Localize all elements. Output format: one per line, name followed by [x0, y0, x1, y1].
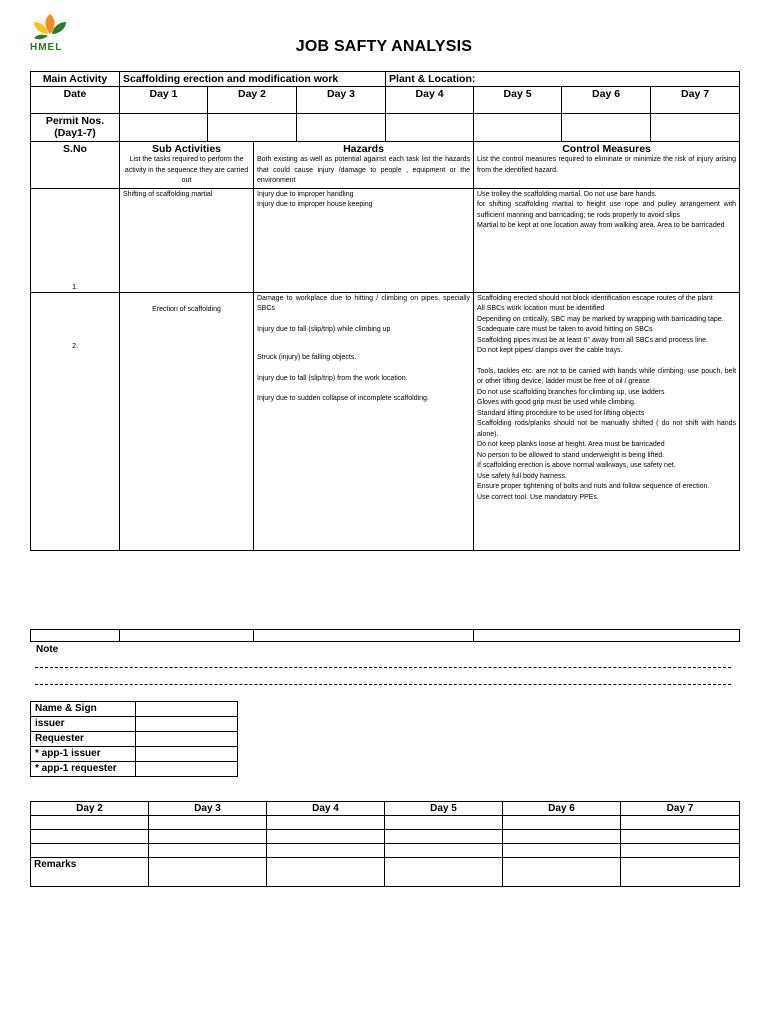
bottom-day-header: Day 7	[621, 802, 740, 816]
control-item: Use correct tool. Use mandatory PPEs.	[477, 493, 599, 501]
control-item: Use trolley the scaffolding martial. Do not use bare hands.	[477, 190, 657, 198]
control-item: Scaffolding pipes must be at least 6'' away from all SBCs and process line.	[477, 336, 708, 344]
plant-location-label: Plant & Location:	[386, 72, 740, 87]
day-cell[interactable]	[621, 830, 740, 844]
bottom-day-header: Day 6	[503, 802, 621, 816]
remarks-cell[interactable]	[621, 858, 740, 887]
sign-label: Name & Sign	[31, 702, 136, 717]
remarks-cell[interactable]	[149, 858, 267, 887]
control-item: Gloves with good grip must be used while climbing.	[477, 399, 636, 406]
signature-table	[30, 701, 238, 777]
sign-field[interactable]	[136, 717, 238, 732]
permit-cell	[208, 114, 297, 142]
empty-cell	[254, 630, 474, 642]
hazard-item: Injury due to improper handling	[257, 190, 354, 198]
hazards-header	[254, 142, 474, 189]
day-cell[interactable]	[621, 844, 740, 858]
bottom-day-header: Day 5	[385, 802, 503, 816]
day-cell[interactable]	[31, 844, 149, 858]
control-header	[474, 142, 740, 189]
control-item: Depending on critically, SBC may be marked by wrapping with barricading tape.	[477, 315, 724, 323]
note-line	[35, 684, 731, 685]
day-cell[interactable]	[503, 830, 621, 844]
permit-cell	[562, 114, 651, 142]
hazard-item: Injury due to sudden collapse of incomplete scaffolding.	[257, 395, 429, 402]
control-title: Control Measures	[562, 143, 651, 155]
note-line	[35, 667, 731, 668]
row-1-hazards	[254, 188, 474, 292]
day-cell[interactable]	[31, 816, 149, 830]
day-cell[interactable]	[149, 830, 267, 844]
control-item: Do not kept pipes/ clamps over the cable trays.	[477, 347, 623, 354]
control-item: Scaffolding erected should not block identification escape routes of the plant	[477, 294, 713, 302]
control-item: Scadequate care must be taken to avoid hitting on SBCs	[477, 326, 653, 333]
control-item: All SBCs work location must be identified	[477, 305, 605, 312]
main-activity-label: Main Activity	[31, 72, 120, 87]
permit-cell	[474, 114, 562, 142]
control-desc: List the control measures required to eliminate or minimize the risk of injury arising from the identified hazard.	[477, 156, 737, 174]
sub-activities-desc: List the tasks required to perform the activity in the sequence they are carried out	[124, 156, 249, 184]
control-item: Do not keep planks loose at height. Area must be barricaded	[477, 441, 665, 448]
day-cell[interactable]	[385, 816, 503, 830]
day-cell[interactable]	[149, 844, 267, 858]
remarks-cell[interactable]	[385, 858, 503, 887]
permit-cell	[120, 114, 208, 142]
day-cell[interactable]	[621, 816, 740, 830]
day-cell[interactable]	[267, 844, 385, 858]
bottom-day-header: Day 3	[149, 802, 267, 816]
row-2-sno: 2.	[31, 292, 120, 550]
sign-field[interactable]	[136, 702, 238, 717]
control-item: Ensure proper tightening of bolts and nuts and follow sequence of erection.	[477, 483, 710, 490]
sign-label: issuer	[31, 717, 136, 732]
day-3-header: Day 3	[297, 87, 386, 114]
sub-activities-header	[120, 142, 254, 189]
hazard-item: Struck (injury) be falling objects.	[257, 354, 357, 361]
day-2-header: Day 2	[208, 87, 297, 114]
row-1-controls	[474, 188, 740, 292]
page-title: JOB SAFTY ANALYSIS	[295, 38, 473, 55]
day-5-header: Day 5	[474, 87, 562, 114]
permit-cell	[651, 114, 740, 142]
remarks-cell[interactable]	[503, 858, 621, 887]
remarks-label: Remarks	[31, 858, 149, 887]
permit-cell	[386, 114, 474, 142]
day-6-header: Day 6	[562, 87, 651, 114]
day-4-header: Day 4	[386, 87, 474, 114]
sub-activities-title: Sub Activities	[151, 143, 222, 155]
hazards-desc: Both existing as well as potential against each task list the hazards that could cause injury /damage to people , equipment or the environment	[257, 156, 471, 184]
empty-cell	[31, 630, 120, 642]
sno-header: S.No	[31, 142, 120, 189]
hazard-item: Damage to workplace due to hitting / climbing on pipes, specially SBCs	[257, 294, 471, 312]
row-1-sub-activity: Shifting of scaffolding martial	[120, 188, 254, 292]
control-item: Standard lifting procedure to be used for lifting objects	[477, 409, 645, 417]
hazards-title: Hazards	[343, 143, 384, 155]
control-item: for shifting scaffolding martial to height use rope and pulley arrangement with sufficient manning and barricading; tie rods properly to avoid slips	[477, 201, 737, 219]
day-1-header: Day 1	[120, 87, 208, 114]
empty-cell	[120, 630, 254, 642]
logo-text: HMEL	[30, 42, 63, 53]
control-item: No person to be allowed to stand underweight is being lifted.	[477, 451, 665, 459]
bottom-day-header: Day 2	[31, 802, 149, 816]
control-item: Scaffolding rods/planks should not be manually shifted ( do not shift with hands alone).	[477, 420, 737, 438]
day-cell[interactable]	[267, 816, 385, 830]
remarks-cell[interactable]	[267, 858, 385, 887]
date-label: Date	[31, 87, 120, 114]
row-2-hazards	[254, 292, 474, 550]
day-cell[interactable]	[385, 844, 503, 858]
day-cell[interactable]	[149, 816, 267, 830]
day-cell[interactable]	[503, 816, 621, 830]
empty-row-table	[30, 629, 740, 642]
day-cell[interactable]	[31, 830, 149, 844]
control-item: Tools, tackles etc. are not to be carried with hands while climbing. use pouch, belt or other lifting device, ladder must be free of oil / grease	[477, 367, 737, 385]
control-item: Do not use scaffolding branches for climbing up, use ladders	[477, 388, 665, 396]
empty-cell	[474, 630, 740, 642]
day-cell[interactable]	[385, 830, 503, 844]
hazard-item: Injury due to improper house keeping	[257, 201, 373, 208]
row-2-sub-activity: Erection of scaffolding	[120, 292, 254, 550]
row-1-sno: 1.	[31, 188, 120, 292]
permit-cell	[297, 114, 386, 142]
hazard-item: Injury due to fall (slip/trip) while climbing up	[257, 325, 391, 333]
control-item: Martial to be kept at one location away from walking area. Area to be barricaded	[477, 222, 725, 229]
sign-label: * app-1 requester	[31, 762, 136, 777]
jsa-table	[30, 71, 740, 551]
day-cell[interactable]	[267, 830, 385, 844]
control-spacer	[477, 357, 736, 367]
sign-field[interactable]	[136, 747, 238, 762]
control-item: If scaffolding erection is above normal walkways, use safety net.	[477, 462, 676, 469]
control-item: Use safety full body harness.	[477, 472, 567, 480]
main-activity-value: Scaffolding erection and modification work	[120, 72, 386, 87]
sign-field[interactable]	[136, 732, 238, 747]
sign-label: Requester	[31, 732, 136, 747]
row-2-controls	[474, 292, 740, 550]
note-label: Note	[36, 644, 59, 655]
sign-field[interactable]	[136, 762, 238, 777]
hazard-item: Injury due to fall (slip/trip) from the work location.	[257, 374, 408, 382]
day-cell[interactable]	[503, 844, 621, 858]
day-7-header: Day 7	[651, 87, 740, 114]
bottom-day-header: Day 4	[267, 802, 385, 816]
sign-label: * app-1 issuer	[31, 747, 136, 762]
permit-label: Permit Nos. (Day1-7)	[31, 114, 120, 142]
days-table	[30, 801, 740, 887]
